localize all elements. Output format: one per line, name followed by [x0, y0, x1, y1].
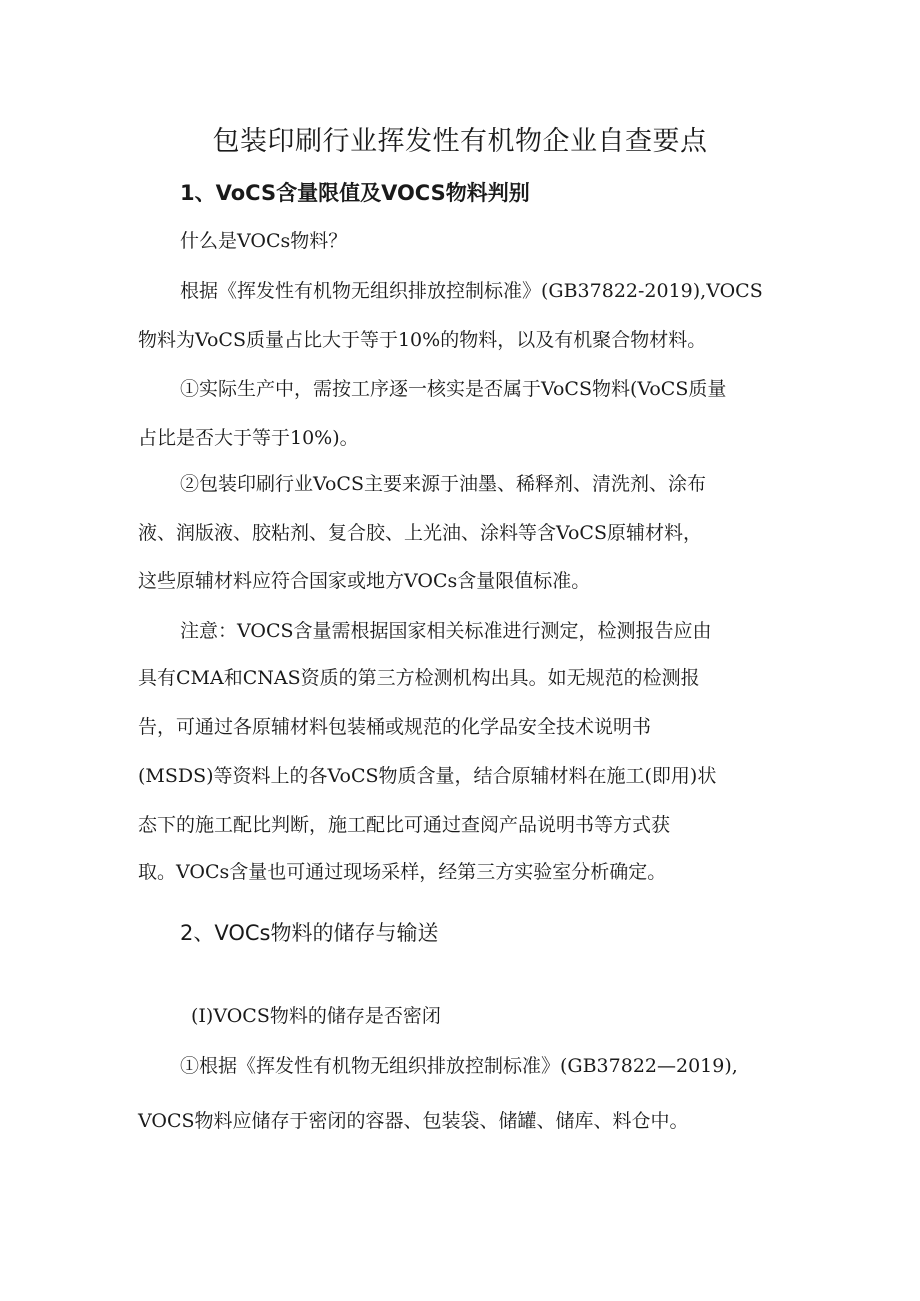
paragraph-line: 液、润版液、胶粘剂、复合胶、上光油、涂料等含VoCS原辅材料，	[138, 522, 702, 544]
paragraph-line: 注意：VOCS含量需根据国家相关标准进行测定，检测报告应由	[180, 620, 712, 642]
paragraph-line: 取。VOCs含量也可通过现场采样，经第三方实验室分析确定。	[138, 861, 667, 883]
document-title: 包装印刷行业挥发性有机物企业自查要点	[212, 126, 708, 157]
subsection-heading: (I)VOCS物料的储存是否密闭	[191, 1005, 441, 1027]
paragraph-line: 这些原辅材料应符合国家或地方VOCs含量限值标准。	[138, 570, 591, 592]
paragraph-line: 告，可通过各原辅材料包装桶或规范的化学品安全技术说明书	[138, 716, 652, 738]
section-2-heading: 2、VOCs物料的储存与输送	[180, 921, 439, 945]
paragraph-line: 什么是VOCs物料？	[180, 230, 348, 252]
paragraph-line: 占比是否大于等于10%)。	[138, 427, 359, 449]
paragraph-line: 具有CMA和CNAS资质的第三方检测机构出具。如无规范的检测报	[138, 667, 700, 689]
paragraph-line: ②包装印刷行业VoCS主要来源于油墨、稀释剂、清洗剂、涂布	[180, 473, 706, 495]
paragraph-line: 物料为VoCS质量占比大于等于10%的物料，以及有机聚合物材料。	[138, 329, 707, 351]
paragraph-line: ①实际生产中，需按工序逐一核实是否属于VoCS物料(VoCS质量	[180, 378, 727, 400]
paragraph-line: 态下的施工配比判断，施工配比可通过查阅产品说明书等方式获	[138, 814, 671, 836]
paragraph-line: VOCS物料应储存于密闭的容器、包装袋、储罐、储库、料仓中。	[138, 1110, 689, 1132]
paragraph-line: ①根据《挥发性有机物无组织排放控制标准》(GB37822—2019),	[180, 1055, 738, 1077]
paragraph-line: (MSDS)等资料上的各VoCS物质含量，结合原辅材料在施工(即用)状	[138, 765, 717, 787]
section-1-heading: 1、VoCS含量限值及VOCS物料判别	[180, 181, 530, 205]
paragraph-line: 根据《挥发性有机物无组织排放控制标准》(GB37822-2019),VOCS	[180, 280, 763, 302]
